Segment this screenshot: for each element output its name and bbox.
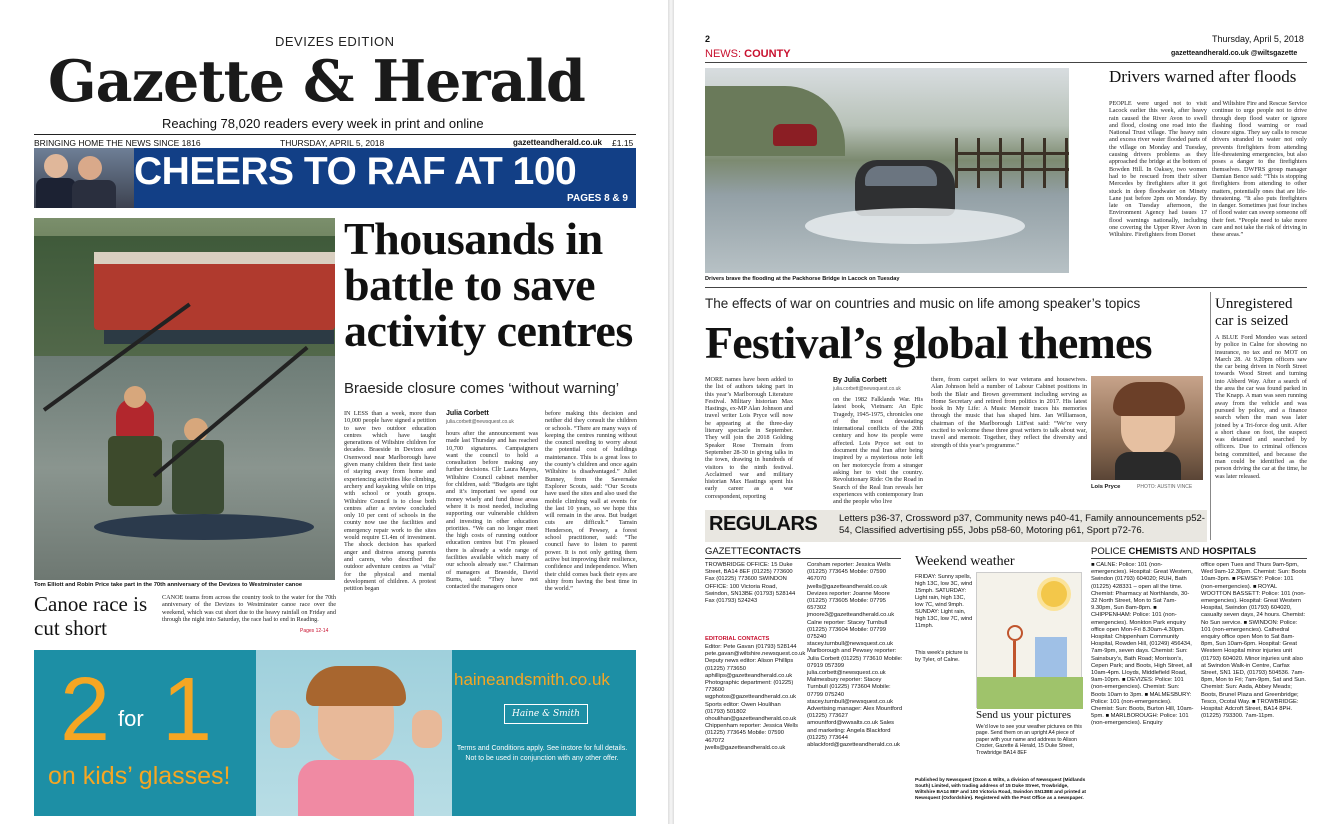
regulars-label: REGULARS bbox=[709, 513, 818, 535]
flood-col1: PEOPLE were urged not to visit Lacock earlier this week, after heavy rain caused the River Avon to swell and flood, closing one road into the National Trust village. The heavy rain and excess river water flooded parts of the village on Monday and Tuesday, causing drivers problems as they approached the bridge at the bottom of Bowden Hill. In Oaksey, two women had to be rescued from their silver Mercedes by firefighters after it got stuck in deep floodwater on Minety Lane just before 2pm on Monday. By late on Tuesday afternoon, the Environment Agency had issues 17 flood warnings nationally, including one covering the Upper River Avon in Wiltshire. Firefighters from Dorset bbox=[1109, 100, 1207, 239]
police-col1: ■ CALNE: Police: 101 (non-emergencies). Hospital: Great Western, Swindon (01793) 604020; RUH, Bath (01225) 428331 – open all the time. Chemist: Pharmacy at Northlands, 30-32 North Street, Mon to Sat 7am-9.30pm, Sun 8am-8pm. ■ CHIPPENHAM: Police: 101 (non-emergencies). Monkton Park enquiry office open Mon-Fri 8.30am-4.30pm. Hospital: Chippenham Community Hospital, Rowden Hill, (01249) 456434, 7am-9pm, seven days. Chemist: Sun: Sainsbury’s, Bath Road; Morrison’s, Cepen Park; and Boots, High Street, all 10am-4pm. Lloyds, Middlefield Road, 9am-10pm. ■ DEVIZES: Police: 101 (non-emergencies). Chemist: Sun: Boots 10am to 3pm. ■ MALMESBURY: Police: 101 (non-emergencies). Chemist: Sun: Boots, Burton Hill, 10am-5pm. ■ MARLBOROUGH: Police: 101 (non-emergencies). Enquiry bbox=[1091, 562, 1194, 727]
section-county: COUNTY bbox=[744, 48, 791, 60]
section-news: NEWS: bbox=[705, 48, 742, 60]
ad-for: for bbox=[118, 706, 144, 731]
weather-credit: This week’s picture is by Tyler, of Calne. bbox=[915, 650, 969, 663]
canoe-page-ref: Pages 12-14 bbox=[300, 628, 329, 634]
weather-send-body: We’d love to see your weather pictures on this page. Send them on an upright A4 piece of paper with your name and address to Alison Crozier, Gazette & Herald, 15 Duke Street, Trowbridge BA14 8EF bbox=[976, 724, 1083, 756]
publisher-imprint: Published by Newsquest (Oxon & Wilts, a division of Newsquest (Midlands South) Limited, with trading address of 15 Duke Street, Trowbridge, Wiltshire BA14 8EF and 100 Victoria Road, Swindon SN13BE and printed at Newsquest (Oxfordshire). Registered with the Post Office as a newspaper. bbox=[915, 778, 1086, 801]
police-col2: office open Tues and Thurs 9am-5pm, Wed 9am-12.30pm. Chemist: Sun: Boots 10am-3pm. ■ PEWSEY: Police: 101 (non-emergencies). ■ ROYAL WOOTTON BASSETT: Police: 101 (non-emergencies). Hospital: Great Western Hospital, Swindon (01793) 604020, casualty seven days, 24 hours. Chemist: No Sun service. ■ SWINDON: Police: 101 (non-emergencies). Cathedral enquiry office open Mon to Sat 8am-8pm, Sun 10am-6pm. Hospital: Great Western Hospital minor injuries unit (01793) 604020. Minor injuries unit also at Swindon Walk-in Centre, Carfax Street, SN1 1ED, (01793) 504536. 7am-8pm, Mon to Fri; 7am-9pm, Sat and Sun. Chemist: Sun: Asda, Abbey Meads; Boots, Brunel Plaza and Greenbridge; Tesco, Ocotal Way. ■ TROWBRIDGE: Hospital: Adcroft Street, BA14 8PH. (01225) 793300. 7am-11pm. bbox=[1201, 562, 1307, 720]
weather-drawing bbox=[976, 572, 1082, 708]
section-label bbox=[705, 48, 791, 60]
car-body: A BLUE Ford Mondeo was seized by police in Calne for showing no insurance, no tax and no MOT on March 28. At 9.20pm officers saw the car being driven in North Street towards Wood Street and turning into Abberd Way. After a search of the area the car was found parked in The Knapp. A man was seen running away from the vehicle and was pursued by police, and a finance search when the man was later joined by a Tri-force dog unit. After a short chase on foot, the suspect was detained and searched by officers. Due to criminal offences being committed, and because the man could be identified as the person driving the car at the time, he was later released. bbox=[1215, 334, 1307, 480]
police-title-and: AND bbox=[1179, 546, 1200, 557]
page-date: Thursday, April 5, 2018 bbox=[1212, 34, 1304, 44]
festival-byline: By Julia Corbett bbox=[833, 377, 887, 384]
raf-banner[interactable] bbox=[34, 148, 636, 208]
readers-strap: Reaching 78,020 readers every week in print and online bbox=[162, 116, 484, 131]
weather-forecast: FRIDAY: Sunny spells, high 13C, low 3C, wind 15mph. SATURDAY: Light rain, high 13C, low 7C, wind 9mph. SUNDAY: Light rain, high 13C, low 7C, wind 11mph. bbox=[915, 574, 973, 629]
contacts-col1-editorial: Editor: Pete Gavan (01793) 528144 pete.gavan@wiltshire.newsquest.co.uk Deputy news editor: Alison Phillips (01225) 773650 aphillips@gazetteandherald.co.uk Photographic department: (01225) 773600 wgphotos@gazetteandherald.co.uk Sports editor: Owen Houlihan (01793) 501802 ohoulihan@gazetteandherald.co.uk Chippenham reporter: Jessica Wells (01225) 773645 Mobile: 07590 467072 jwells@gazetteandherald.co.uk bbox=[705, 644, 806, 751]
contacts-title bbox=[705, 546, 801, 557]
regulars-text: Letters p36-37, Crossword p37, Community news p40-41, Family announcements p52-54, Classified advertising p55, Jobs p58-60, Motoring p61, Sport p72-76. bbox=[839, 513, 1205, 536]
festival-col3: there, from carpet sellers to war veterans and housewives. Alan Johnson held a number of Labour Cabinet positions in both the Blair and Brown government including serving as Home Secretary and retired from politics in 2017. His latest book In My Life: A Music Memoir traces his memories through the music that has shaped him. Jan Williamson, chairman of the Marlborough LitFest said: “We’re very excited to welcome these three great writers to talk about war, travel and memoir. Together, they reflect the diversity and strength of this year’s programme.” bbox=[931, 376, 1087, 449]
lead-byline-email: julia.corbett@newsquest.co.uk bbox=[446, 419, 514, 425]
mid-rule bbox=[705, 287, 1307, 288]
banner-photo bbox=[34, 148, 134, 208]
police-title-hospitals: HOSPITALS bbox=[1202, 546, 1257, 557]
page-number: 2 bbox=[705, 34, 711, 44]
banner-headline: CHEERS TO RAF AT 100 bbox=[134, 150, 577, 193]
edition-label: DEVIZES EDITION bbox=[275, 34, 395, 49]
contacts-title-contacts: CONTACTS bbox=[748, 546, 801, 557]
ad-kids: on kids’ glasses! bbox=[48, 762, 231, 790]
front-price: £1.15 bbox=[612, 138, 634, 148]
police-title-chemists: CHEMISTS bbox=[1128, 546, 1178, 557]
car-headline: Unregistered car is seized bbox=[1215, 296, 1293, 329]
car-column-rule bbox=[1210, 292, 1211, 540]
page-website: gazetteandherald.co.uk @wiltsgazette bbox=[1171, 50, 1298, 57]
lead-story-col2: hours after the announcement was made last Thursday and has reached 10,700 signatures. Campaigners want the council to hold a consultation before making any further decisions. Cllr Laura Mayes, Wiltshire Council cabinet member for children, said: “Budgets are tight and it’s important we spend our money wisely and fund those areas where it is most needed, including supporting our vulnerable children and investing in other education priorities. “We can no longer meet the high costs of running outdoor education centres but I’m pleased there is already a wide range of facilities available which many of our schools already use.” Chairman of managers at Braeside, David Burns, said: “They have not contacted the managers once bbox=[446, 430, 538, 591]
contacts-col2: Corsham reporter: Jessica Wells (01225) 773645 Mobile: 07590 467070 jwells@gazetteandherald.co.uk Devizes reporter: Joanne Moore (01225) 773605 Mobile: 07795 657302 jmoore3@gazetteandherald.co.uk Calne reporter: Stacey Turnbull (01225) 773604 Mobile: 07799 075240 stacey.turnbull@newsquest.co.uk Marlborough and Pewsey reporter: Julia Corbett (01225) 773610 Mobile: 07919 057399 julia.corbett@newsquest.co.uk Malmesbury reporter: Stacey Turnbull (01225) 773604 Mobile: 07799 075240 stacey.turnbull@newsquest.co.uk Advertising manager: Alex Mountford (01225) 773627 amountford@wwsalts.co.uk Sales and marketing: Angela Blackford (01225) 773644 ablackford@gazetteandherald.co.uk bbox=[807, 562, 903, 749]
ad-big-2: 2 bbox=[60, 660, 111, 760]
ad-child-photo bbox=[256, 650, 452, 816]
top-rule bbox=[34, 134, 636, 135]
festival-col2: on the 1982 Falklands War. His latest book, Vietnam: An Epic Tragedy, 1945-1975, chronicles one of the most devastating international conflicts of the 20th century and how its people were affected. Lois Pryce set out to document the real Iran after being inspired by a mysterious note left on her motorcycle from a stranger asking her to visit the country. Revolutionary Ride: On the Road in Search of the Real Iran reveals her experiences with contemporary Iran and the people who live bbox=[833, 396, 923, 506]
page-header-rule bbox=[705, 62, 1307, 63]
police-title bbox=[1091, 546, 1256, 557]
lois-caption: Lois Pryce bbox=[1091, 484, 1121, 490]
flood-caption: Drivers brave the flooding at the Packhorse Bridge in Lacock on Tuesday bbox=[705, 276, 900, 282]
lois-pryce-photo bbox=[1091, 376, 1203, 480]
ad-logo: Haine & Smith bbox=[504, 704, 588, 724]
lois-credit: PHOTO: AUSTIN VINCE bbox=[1137, 484, 1193, 490]
ad-url[interactable]: haineandsmith.co.uk bbox=[454, 670, 610, 689]
front-date: THURSDAY, APRIL 5, 2018 bbox=[280, 138, 385, 148]
weather-title: Weekend weather bbox=[915, 554, 1015, 569]
festival-email: julia.corbett@newsquest.co.uk bbox=[833, 386, 901, 392]
glasses-advert[interactable] bbox=[34, 650, 636, 816]
canoe-body: CANOE teams from across the country took to the water for the 70th anniversary of the Devizes to Westminster canoe race over the weekend, which was cut short due to the heavy rainfall on Friday and through the night into Saturday, the race had to end in Reading. bbox=[162, 594, 336, 623]
strap-since: BRINGING HOME THE NEWS SINCE 1816 bbox=[34, 138, 201, 148]
ad-big-1: 1 bbox=[162, 660, 213, 760]
masthead: Gazette & Herald bbox=[48, 48, 585, 115]
canoe-photo-caption: Tom Elliott and Robin Price take part in the 70th anniversary of the Devizes to Westminster canoe bbox=[34, 582, 303, 588]
regulars-box[interactable] bbox=[705, 510, 1207, 542]
front-headline: Thousands in battle to save activity centres bbox=[344, 213, 633, 356]
canoe-photo bbox=[34, 218, 335, 580]
banner-pages: PAGES 8 & 9 bbox=[567, 193, 628, 204]
flood-col2: and Wiltshire Fire and Rescue Service continue to urge people not to drive through deep flood water or ignore flashing flood warning or road closure signs. They say calls to rescue drivers stranded in water not only prevents firefighters from attending life-threatening emergencies, but also poses a danger to the firefighters themselves. DWFRS group manager Damian Bence said: “This is stopping firefighters from attending to other matters, potentially ones that are life-threatening. “It also puts firefighters in danger. Sometimes just four inches of flood water can sweep someone off their feet. “People need to take more care and not take the risk of driving in these areas.” bbox=[1212, 100, 1307, 239]
ad-terms: Terms and Conditions apply. See instore for full details. Not to be used in conjunction with any other offer. bbox=[456, 745, 628, 762]
police-title-police: POLICE bbox=[1091, 546, 1126, 557]
canoe-headline: Canoe race is cut short bbox=[34, 592, 148, 640]
festival-headline: Festival’s global themes bbox=[705, 317, 1152, 368]
sun-icon bbox=[1041, 581, 1067, 607]
festival-col1: MORE names have been added to the list of authors taking part in this year’s Marlborough Literature Festival. Military historian Max Hastings, ex-MP Alan Johnson and travel writer Lois Pryce will now be appearing at the three-day literary spectacle in September. They will join the 2018 Golding Speaker Rose Tremain from September 28-30 in giving talks in the town, drawing in hundreds of visitors to the ninth festival. Acclaimed war and military historian Max Hastings spent his early career as a war correspondent, reporting bbox=[705, 376, 793, 500]
police-rule bbox=[1091, 558, 1307, 559]
contacts-col1-offices: TROWBRIDGE OFFICE: 15 Duke Street, BA14 8EF (01225) 773600 Fax (01225) 773600 SWINDON OFFICE: 100 Victoria Road, Swindon, SN13BE (01793) 528144 Fax (01793) 524243 bbox=[705, 562, 796, 605]
contacts-title-gazette: GAZETTE bbox=[705, 546, 749, 557]
front-website: gazetteandherald.co.uk bbox=[513, 138, 602, 147]
lead-story-col1: IN LESS than a week, more than 10,000 people have signed a petition to save two outdoor education centres which have taught generations of Wiltshire children for decades. Braeside in Devizes and Oxenwood near Marlborough have given many children their first taste of staying away from home and experiencing activities like climbing, archery and kayaking while on trips with school or youth groups. Wiltshire Council is to close both centres after a review concluded only 10 per cent of schools in the county now use the facilities and emergency repair work to the sites would require £1.4m of investment. The shock decision has sparked anger and distress among parents and carers, who described the outdoor adventure centres as ‘vital’ for the physical and mental development of children. A protest petition began bbox=[344, 410, 436, 593]
flood-headline: Drivers warned after floods bbox=[1109, 67, 1297, 86]
front-subhead: Braeside closure comes ‘without warning’ bbox=[344, 380, 620, 397]
contacts-rule bbox=[705, 558, 901, 559]
flood-photo bbox=[705, 68, 1069, 273]
festival-kicker: The effects of war on countries and music on life among speaker’s topics bbox=[705, 296, 1141, 311]
editorial-contacts-label: EDITORIAL CONTACTS bbox=[705, 636, 770, 642]
inside-page bbox=[671, 0, 1342, 824]
lead-story-col3: before making this decision and neither did they consult the children or schools. “There are many ways of keeping the centres running without the council needing to worry about the potential cost of buildings maintenance. This is a great loss to the county’s children and once again Wiltshire is disadvantaged.” Juliet Bunney, from the Savernake Explorer Scouts, said: “Our Scouts have used the sites and also used the mobile climbing wall at events for the last 10 years, so we hope this will remain in the area. But budget cuts are difficult.” Tamsin Henderson, of Pewsey, a forest school practitioner, said: “The council have to listen to parent power. It is not only getting them active but improving their resilience, confidence and independence. When their child comes back their eyes are shiny from having the best time in the world.” bbox=[545, 410, 637, 593]
weather-send-head: Send us your pictures bbox=[976, 709, 1072, 721]
lead-byline: Julia Corbett bbox=[446, 410, 489, 417]
